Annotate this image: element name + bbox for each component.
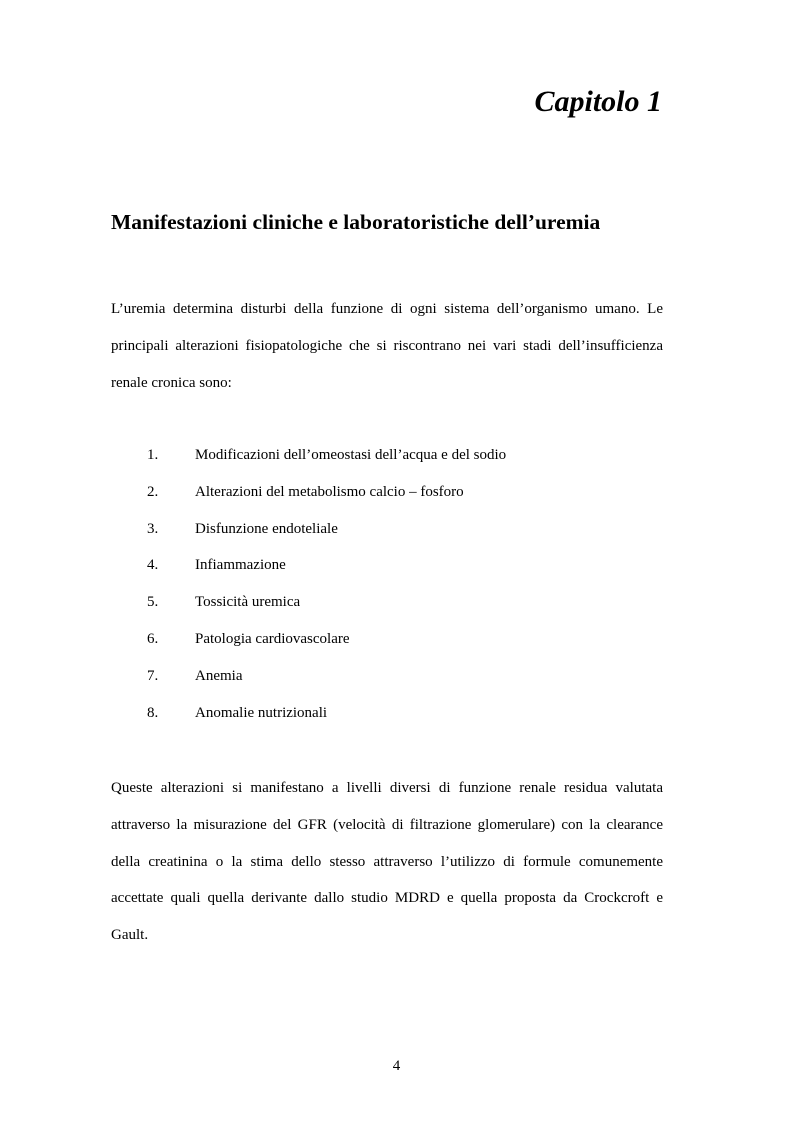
list-item-text: Anemia (195, 667, 243, 684)
list-item-text: Infiammazione (195, 557, 286, 574)
list-item (111, 658, 663, 695)
list-item-number: 7. (147, 667, 159, 684)
list-item (111, 621, 663, 658)
list-item-text: Patologia cardiovascolare (195, 630, 350, 647)
list-item-number: 1. (147, 447, 159, 463)
page-number: 4 (392, 1058, 401, 1074)
list-item (111, 584, 663, 621)
intro-paragraph: L’uremia determina disturbi della funzione di ogni sistema dell’organismo umano. Le principali alterazioni fisiopatologiche che si riscontrano nei vari stadi dell’insufficienza renale cronica sono: (111, 301, 663, 391)
list-item (111, 547, 663, 584)
list-item-number: 3. (147, 520, 159, 537)
list-item-text: Anomalie nutrizionali (195, 704, 328, 721)
list-item (111, 695, 663, 732)
list-item (111, 474, 663, 511)
list-item-number: 2. (147, 483, 159, 500)
list-item-text: Alterazioni del metabolismo calcio – fosforo (195, 483, 464, 500)
section-title: Manifestazioni cliniche e laboratoristiche dell’uremia (111, 210, 601, 234)
list-item-number: 6. (147, 630, 159, 647)
list-item-number: 8. (147, 704, 159, 721)
list-item-text: Modificazioni dell’omeostasi dell’acqua e del sodio (195, 447, 507, 463)
closing-paragraph: Queste alterazioni si manifestano a livelli diversi di funzione renale residua valutata attraverso la misurazione del GFR (velocità di filtrazione glomerulare) con la clearance della creatinina o la stima dello stesso attraverso l’utilizzo di formule comunemente accettate quali quella derivante dallo studio MDRD e quella proposta da Crockcroft e Gault. (111, 780, 663, 944)
list-item-text: Tossicità uremica (195, 594, 301, 611)
list-item-text: Disfunzione endoteliale (195, 520, 338, 537)
list-item (111, 437, 663, 474)
list-item-number: 5. (147, 594, 159, 611)
alterations-list (111, 437, 663, 731)
chapter-title: Capitolo 1 (534, 85, 662, 118)
list-item-number: 4. (147, 557, 159, 574)
list-item (111, 511, 663, 548)
